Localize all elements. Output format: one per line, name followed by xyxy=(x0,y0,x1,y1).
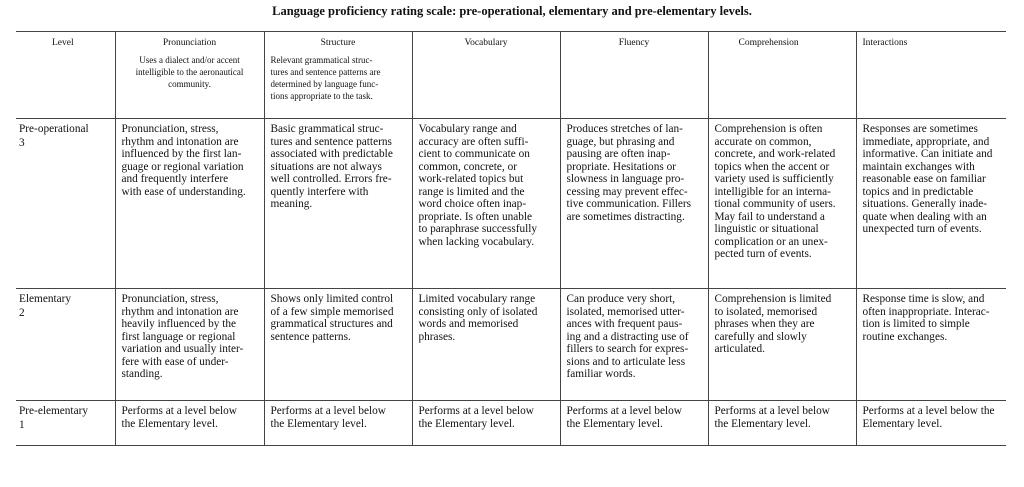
comprehension-cell xyxy=(708,289,856,401)
level-cell xyxy=(16,119,115,289)
cell-text: Pronunciation, stress, rhythm and intonation are influenced by the first lan- guage or regional variation and frequently interfere with ease of understanding. xyxy=(121,123,246,198)
comprehension-cell xyxy=(708,119,856,289)
cell-text: Pronunciation, stress, rhythm and intonation are heavily influenced by the first language or regional variation and usually inter- fere with ease of under- standing. xyxy=(121,293,244,380)
cell-text: Shows only limited control of a few simple memorised grammatical structures and sentence patterns. xyxy=(270,293,394,343)
cell-text: Performs at a level below the Elementary level. xyxy=(121,405,237,430)
header-interactions-label: Interactions xyxy=(862,38,908,48)
header-comprehension xyxy=(708,32,856,119)
header-structure-desc: Relevant grammatical struc- tures and sentence patterns are determined by language func- tions appropriate to the task. xyxy=(270,55,381,101)
cell-text: Comprehension is limited to isolated, memorised phrases when they are carefully and slowly articulated. xyxy=(714,293,832,355)
interactions-cell xyxy=(856,401,1006,446)
cell-text: Responses are sometimes immediate, appropriate, and informative. Can initiate and maintain exchanges with reasonable ease on familiar topics and in predictable situations. Generally inade- quate when dealing with an unexpected turn of events. xyxy=(862,123,993,235)
vocabulary-cell xyxy=(412,119,560,289)
pronunciation-cell xyxy=(115,119,264,289)
cell-text: Limited vocabulary range consisting only of isolated words and memorised phrases. xyxy=(418,293,538,343)
structure-cell xyxy=(264,289,412,401)
header-vocabulary-label: Vocabulary xyxy=(464,38,508,48)
cell-text: Can produce very short, isolated, memorised utter- ances with frequent paus- ing and a distracting use of fillers to search for expres- sions and to articulate less familiar words. xyxy=(566,293,689,380)
cell-text: Performs at a level below the Elementary level. xyxy=(418,405,534,430)
fluency-cell xyxy=(560,289,708,401)
level-name: Pre-operational xyxy=(19,123,89,135)
cell-text: Response time is slow, and often inappropriate. Interac- tion is limited to simple routine exchanges. xyxy=(862,293,990,343)
cell-text: Performs at a level below the Elementary level. xyxy=(862,405,995,430)
header-level xyxy=(16,32,115,119)
level-number: 2 xyxy=(19,306,25,319)
interactions-cell xyxy=(856,119,1006,289)
structure-cell xyxy=(264,401,412,446)
interactions-cell xyxy=(856,289,1006,401)
table-row xyxy=(16,401,1006,446)
cell-text: Basic grammatical struc- tures and sentence patterns associated with predictable situations are not always well controlled. Errors fre- quently interfere with meaning. xyxy=(270,123,393,210)
pronunciation-cell xyxy=(115,289,264,401)
header-row xyxy=(16,32,1006,119)
cell-text: Performs at a level below the Elementary level. xyxy=(714,405,830,430)
table-row xyxy=(16,289,1006,401)
level-number: 1 xyxy=(19,418,25,431)
header-vocabulary xyxy=(412,32,560,119)
proficiency-table xyxy=(16,31,1006,446)
header-pronunciation-label: Pronunciation xyxy=(162,38,217,48)
comprehension-cell xyxy=(708,401,856,446)
vocabulary-cell xyxy=(412,289,560,401)
cell-text: Vocabulary range and accuracy are often suffi- cient to communicate on common, concrete, or work-related topics but range is limited and the word choice often inap- propriate. Is often unable to paraphrase successfully when lacking vocabulary. xyxy=(418,123,538,248)
table-row xyxy=(16,119,1006,289)
header-interactions xyxy=(856,32,1006,119)
header-structure xyxy=(264,32,412,119)
fluency-cell xyxy=(560,401,708,446)
level-number: 3 xyxy=(19,136,25,149)
level-name: Elementary xyxy=(19,293,72,305)
cell-text: Produces stretches of lan- guage, but phrasing and pausing are often inap- propriate. Hesitations or slowness in language pro- cessing may prevent effec- tive communication. Fillers are sometimes distracting. xyxy=(566,123,692,223)
header-fluency xyxy=(560,32,708,119)
cell-text: Performs at a level below the Elementary level. xyxy=(270,405,386,430)
vocabulary-cell xyxy=(412,401,560,446)
structure-cell xyxy=(264,119,412,289)
level-name: Pre-elementary xyxy=(19,405,89,417)
header-comprehension-label: Comprehension xyxy=(738,38,799,48)
cell-text: Performs at a level below the Elementary level. xyxy=(566,405,682,430)
header-fluency-label: Fluency xyxy=(618,38,650,48)
header-structure-label: Structure xyxy=(320,38,356,48)
table-title: Language proficiency rating scale: pre-operational, elementary and pre-elementary levels. xyxy=(272,4,752,18)
header-pronunciation xyxy=(115,32,264,119)
header-level-label: Level xyxy=(52,38,74,48)
cell-text: Comprehension is often accurate on common, concrete, and work-related topics when the accent or variety used is sufficiently intelligible for an interna- tional community of users. May fail to understand a linguistic or situational complication or an unex- pected turn of events. xyxy=(714,123,836,260)
fluency-cell xyxy=(560,119,708,289)
header-pronunciation-desc: Uses a dialect and/or accent intelligible to the aeronautical community. xyxy=(135,55,244,89)
level-cell xyxy=(16,289,115,401)
level-cell xyxy=(16,401,115,446)
pronunciation-cell xyxy=(115,401,264,446)
